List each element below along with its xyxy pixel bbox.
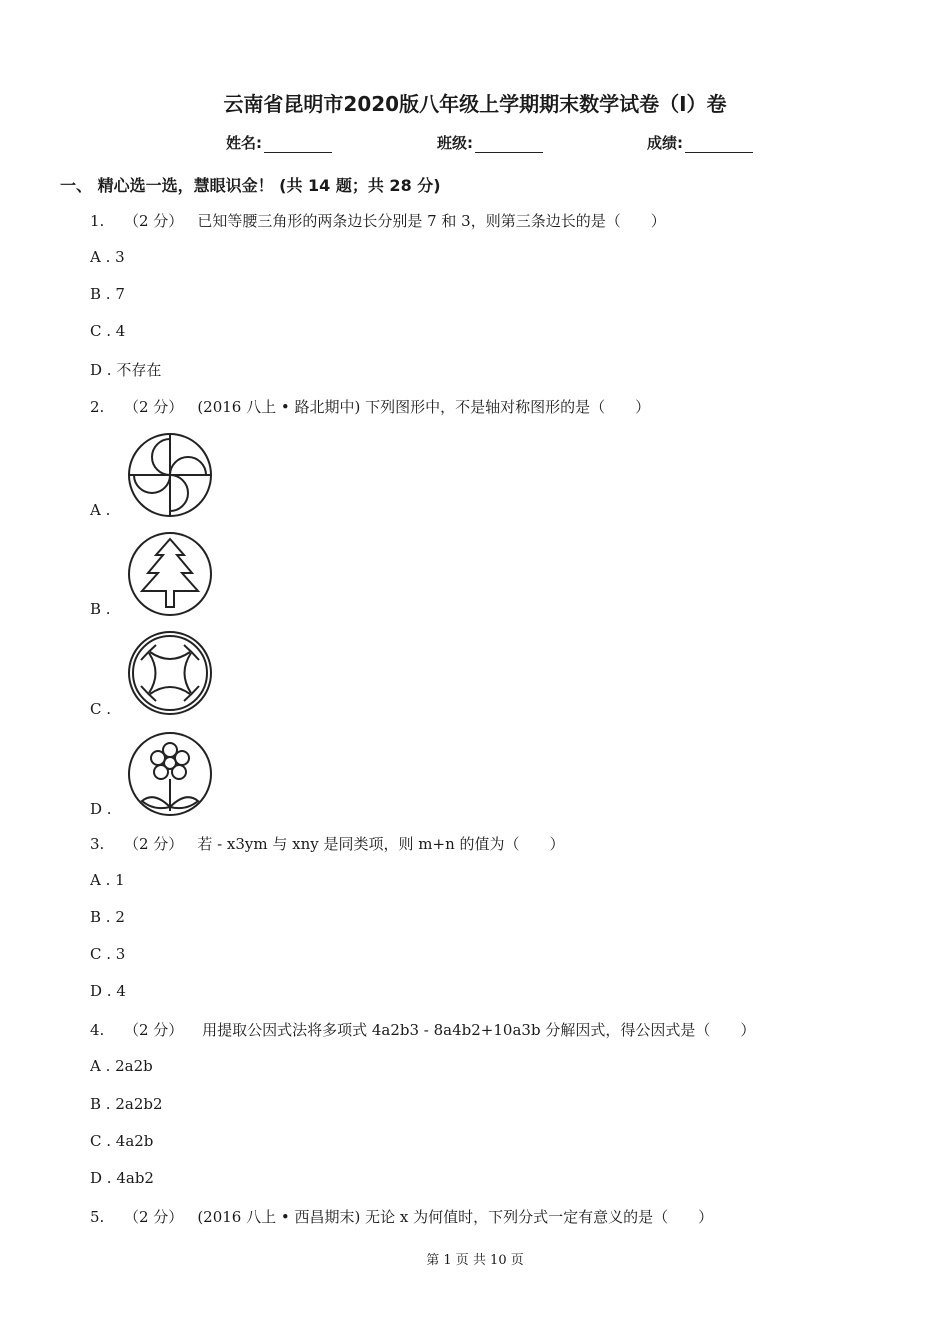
option-a: A . xyxy=(90,501,111,519)
question-number: 5. xyxy=(90,1208,105,1226)
question-score: （2 分） xyxy=(124,1208,184,1226)
question-score: （2 分） xyxy=(124,398,184,416)
option-a: A . 2a2b xyxy=(90,1057,153,1075)
question-score: （2 分） xyxy=(124,835,184,853)
name-blank xyxy=(264,138,332,153)
class-label: 班级: xyxy=(437,134,473,152)
option-b: B . 2 xyxy=(90,908,125,926)
option-a: A . 1 xyxy=(90,871,125,889)
name-label: 姓名: xyxy=(226,134,262,152)
question-text: 用提取公因式法将多项式 4a2b3 - 8a4b2+10a3b 分解因式，得公因式是（ ） xyxy=(197,1021,756,1039)
page-footer: 第 1 页 共 10 页 xyxy=(426,1253,524,1268)
question-number: 2. xyxy=(90,398,105,416)
question-number: 1. xyxy=(90,212,105,230)
question-3 xyxy=(90,833,565,854)
option-c: C . xyxy=(90,700,112,718)
option-b: B . 2a2b2 xyxy=(90,1095,163,1113)
flower-circle-icon xyxy=(126,731,214,817)
question-number: 3. xyxy=(90,835,105,853)
arc-square-circle-icon xyxy=(126,630,214,716)
option-d: D . 不存在 xyxy=(90,361,162,379)
option-c: C . 3 xyxy=(90,945,126,963)
class-blank xyxy=(475,138,543,153)
option-d: D . xyxy=(90,800,112,818)
option-a: A . 3 xyxy=(90,248,125,266)
name-field xyxy=(226,132,332,153)
section-heading: 一、 精心选一选，慧眼识金！ (共 14 题；共 28 分) xyxy=(60,176,441,195)
score-blank xyxy=(685,138,753,153)
question-5 xyxy=(90,1206,713,1227)
question-4 xyxy=(90,1019,755,1040)
option-b: B . 7 xyxy=(90,285,125,303)
class-field xyxy=(437,132,543,153)
option-b: B . xyxy=(90,600,111,618)
option-d: D . 4 xyxy=(90,982,126,1000)
score-label: 成绩: xyxy=(647,134,683,152)
question-number: 4. xyxy=(90,1021,105,1039)
option-c: C . 4 xyxy=(90,322,126,340)
question-score: （2 分） xyxy=(124,1021,184,1039)
question-2 xyxy=(90,396,650,417)
option-c: C . 4a2b xyxy=(90,1132,154,1150)
score-field xyxy=(647,132,753,153)
tree-circle-icon xyxy=(126,531,214,617)
question-text: (2016 八上 • 路北期中) 下列图形中，不是轴对称图形的是（ ） xyxy=(197,398,651,416)
pinwheel-circle-icon xyxy=(126,431,214,519)
question-1 xyxy=(90,210,666,231)
question-text: (2016 八上 • 西昌期末) 无论 x 为何值时，下列分式一定有意义的是（ ） xyxy=(197,1208,714,1226)
question-text: 若 - x3ym 与 xny 是同类项，则 m+n 的值为（ ） xyxy=(197,835,565,853)
question-text: 已知等腰三角形的两条边长分别是 7 和 3，则第三条边长的是（ ） xyxy=(197,212,666,230)
page-title: 云南省昆明市2020版八年级上学期期末数学试卷（I）卷 xyxy=(223,92,727,116)
option-d: D . 4ab2 xyxy=(90,1169,154,1187)
question-score: （2 分） xyxy=(124,212,184,230)
